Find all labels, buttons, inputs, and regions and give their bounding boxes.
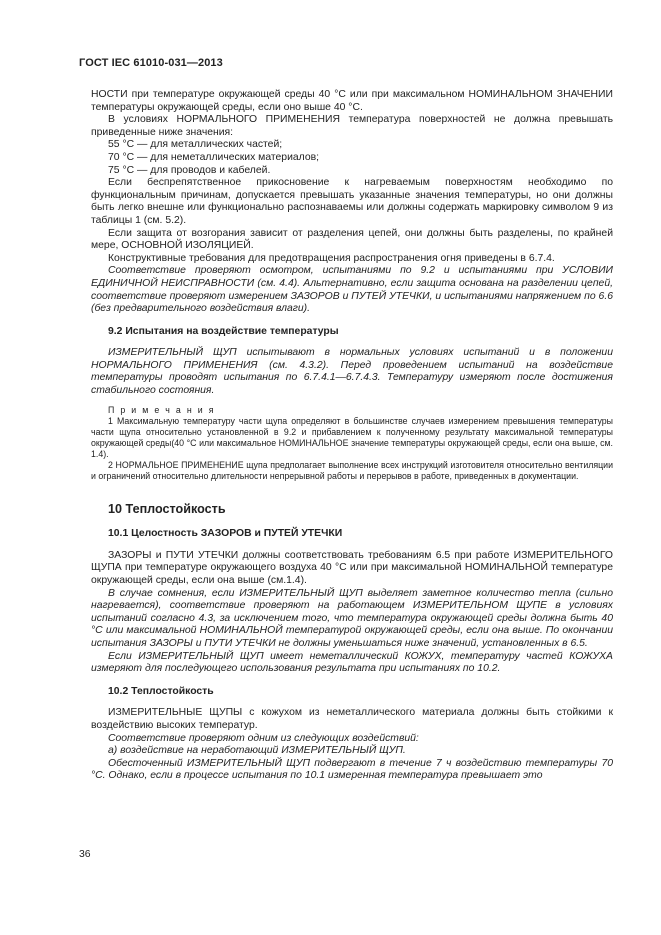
list-item: 70 °С — для неметаллических материалов; [108, 151, 320, 163]
section-heading-9-2: 9.2 Испытания на воздействие температуры [108, 325, 339, 337]
document-body [91, 89, 613, 783]
list-item: а) воздействие на неработающий ИЗМЕРИТЕЛЬНЫЙ ЩУП. [108, 745, 406, 757]
compliance-paragraph: Соответствие проверяют одним из следующих воздействий: [108, 732, 419, 744]
section-heading-10: 10 Теплостойкость [108, 501, 226, 516]
paragraph: ЗАЗОРЫ и ПУТИ УТЕЧКИ должны соответствовать требованиям 6.5 при работе ИЗМЕРИТЕЛЬНОГО ЩУПА при температуре окружающего воздуха 40 °С или при максимальной НОМИНАЛЬНОЙ температуре окружающей среды, если она выше (см.1.4). [91, 549, 613, 587]
paragraph: В условиях НОРМАЛЬНОГО ПРИМЕНЕНИЯ температура поверхностей не должна превышать приведенные ниже значения: [91, 114, 613, 138]
paragraph: Если беспрепятственное прикосновение к нагреваемым поверхностям необходимо по функциональным причинам, допускается превышать указанные значения температуры, но они должны быть легко внешне или функционально распознаваемы или должны содержать маркировку символом 9 из таблицы 1 (см. 5.2). [91, 177, 613, 226]
compliance-paragraph: Соответствие проверяют осмотром, испытаниями по 9.2 и испытаниями при УСЛОВИИ ЕДИНИЧНОЙ НЕИСПРАВНОСТИ (см. 4.4). Альтернативно, если защита основана на разделении цепей, соответствие проверяют измерением ЗАЗОРОВ и ПУТЕЙ УТЕЧКИ, и испытаниями напряжением по 6.6 (без предварительного воздействия влаги). [91, 265, 613, 315]
list-item: 75 °С — для проводов и кабелей. [108, 164, 271, 176]
compliance-paragraph: Если ИЗМЕРИТЕЛЬНЫЙ ЩУП имеет неметаллический КОЖУХ, температуру частей КОЖУХА измеряют для последующего использования результата при испытаниях по 10.2. [91, 650, 613, 675]
paragraph: ИЗМЕРИТЕЛЬНЫЕ ЩУПЫ с кожухом из неметаллического материала должны быть стойкими к воздействию высоких температур. [91, 707, 613, 731]
paragraph: НОСТИ при температуре окружающей среды 40 °С или при максимальном НОМИНАЛЬНОМ ЗНАЧЕНИИ температуры окружающей среды, если оно выше 40 °С. [91, 89, 613, 113]
note-item: 2 НОРМАЛЬНОЕ ПРИМЕНЕНИЕ щупа предполагает выполнение всех инструкций изготовителя относительно вентиляции и ограничений относительно длительности непрерывной работы и перерывов в работе, приведенных в документации. [91, 459, 613, 481]
page-number: 36 [79, 849, 91, 860]
paragraph: Конструктивные требования для предотвращения распространения огня приведены в 6.7.4. [108, 252, 555, 264]
list-item: 55 °С — для металлических частей; [108, 139, 283, 151]
document-header: ГОСТ IEC 61010-031—2013 [79, 57, 223, 69]
paragraph: Если защита от возгорания зависит от разделения цепей, они должны быть разделены, по крайней мере, ОСНОВНОЙ ИЗОЛЯЦИЕЙ. [91, 227, 613, 252]
compliance-paragraph: Обесточенный ИЗМЕРИТЕЛЬНЫЙ ЩУП подвергают в течение 7 ч воздействию температуры 70 °С. Однако, если в процессе испытания по 10.1 измеренная температура превышает это [91, 757, 613, 782]
note-item: 1 Максимальную температуру части щупа определяют в большинстве случаев измерением превышения температуры части щупа относительно установленной в 9.2 и прибавлением к полученному результату максимальной температуры окружающей среды(40 °С или максимальное НОМИНАЛЬНОЕ значение температуры окружающей среды, если она выше, см. 1.4). [91, 415, 613, 459]
section-heading-10-2: 10.2 Теплостойкость [108, 685, 214, 697]
compliance-paragraph: ИЗМЕРИТЕЛЬНЫЙ ЩУП испытывают в нормальных условиях испытаний и в положении НОРМАЛЬНОГО ПРИМЕНЕНИЯ (см. 4.3.2). Перед проведением испытаний на воздействие температуры проводят испытания по 6.7.4.1—6.7.4.3. Температуру измеряют после достижения стабильного состояния. [91, 347, 613, 397]
notes-title: П р и м е ч а н и я [108, 404, 216, 415]
compliance-paragraph: В случае сомнения, если ИЗМЕРИТЕЛЬНЫЙ ЩУП выделяет заметное количество тепла (сильно нагревается), соответствие проверяют на работающем ИЗМЕРИТЕЛЬНОМ ЩУПЕ в условиях испытаний согласно 4.3, за исключением того, что температура окружающей среды должна быть 40 °С или максимальной НОМИНАЛЬНОЙ температурой окружающей среды, если она выше. По окончании испытания ЗАЗОРЫ и ПУТИ УТЕЧКИ не должны уменьшаться ниже значений, установленных в 6.5. [91, 587, 613, 649]
section-heading-10-1: 10.1 Целостность ЗАЗОРОВ и ПУТЕЙ УТЕЧКИ [108, 528, 343, 540]
